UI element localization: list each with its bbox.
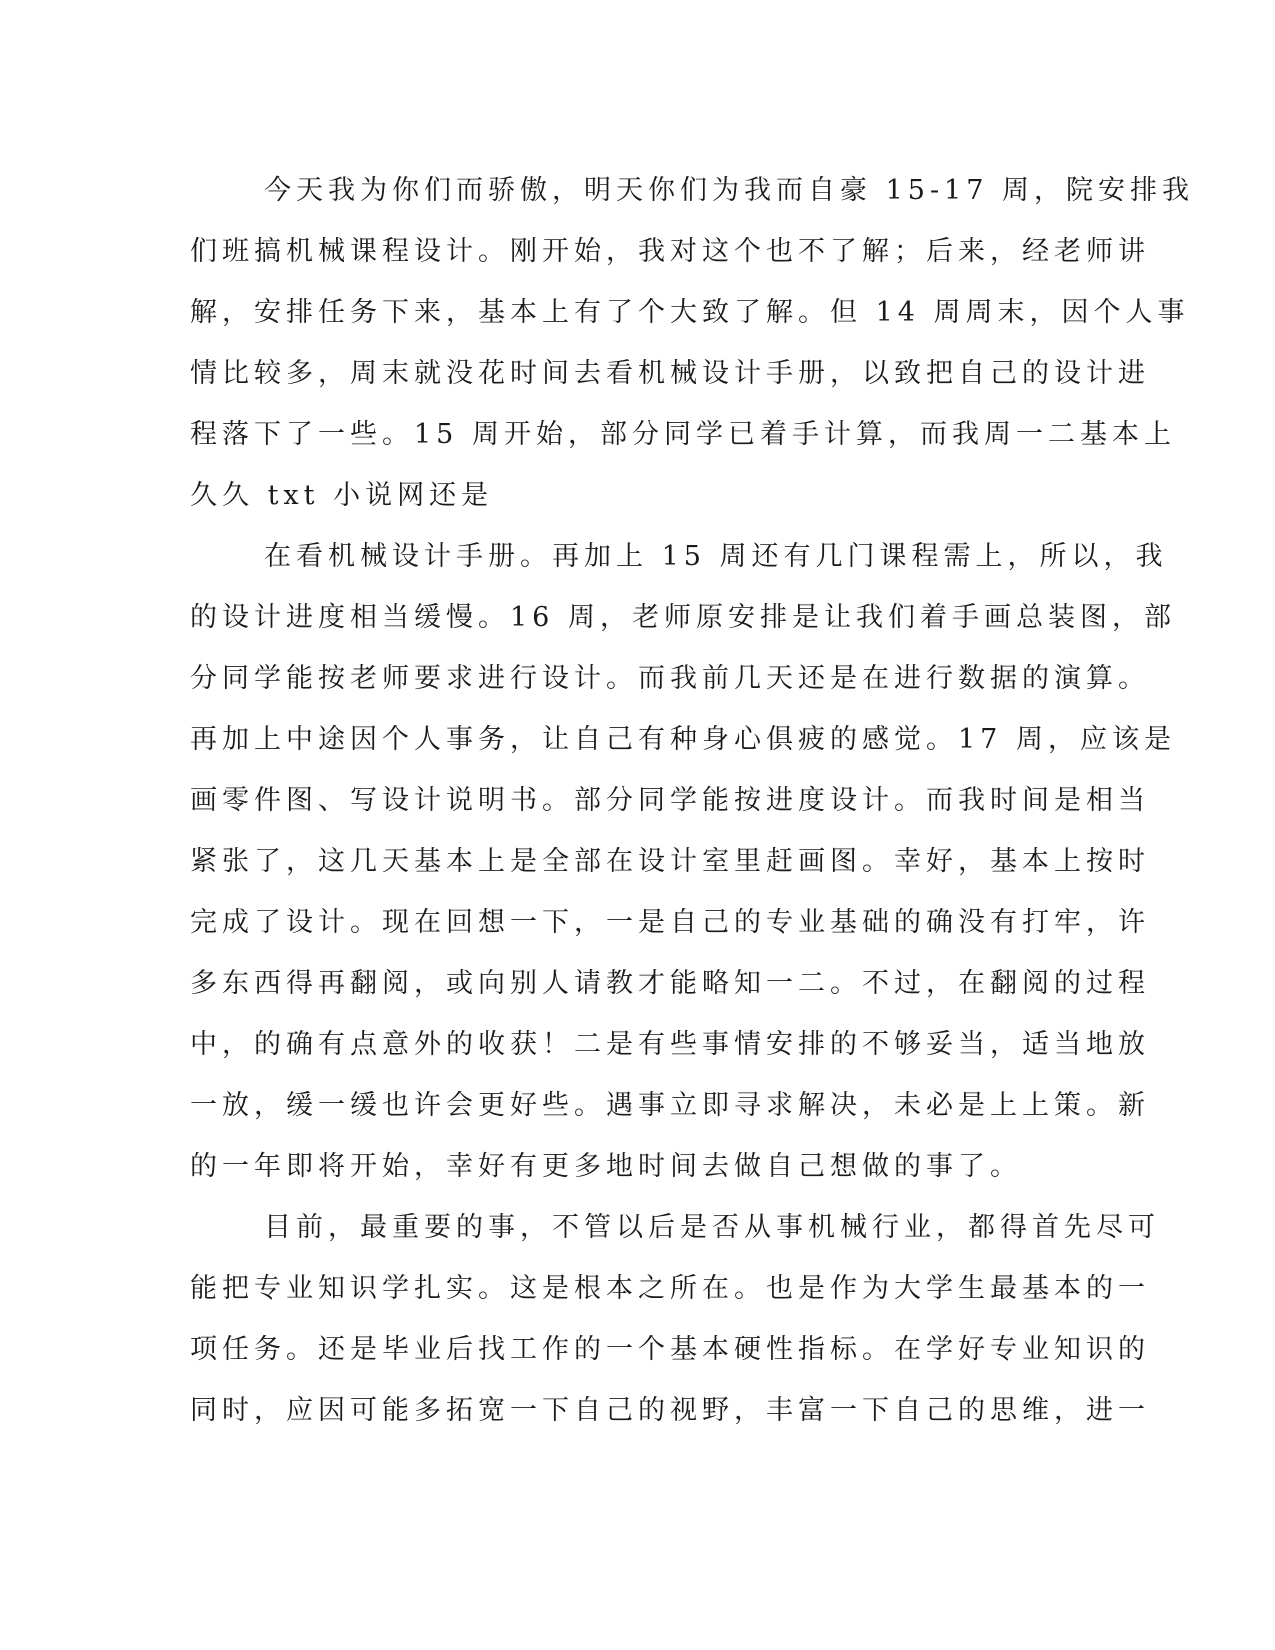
paragraph-line: 久久 txt 小说网还是 — [190, 480, 494, 511]
paragraph-line: 情比较多，周末就没花时间去看机械设计手册，以致把自己的设计进 — [190, 358, 1150, 389]
paragraph-line: 的一年即将开始，幸好有更多地时间去做自己想做的事了。 — [190, 1151, 1022, 1182]
paragraph-line: 今天我为你们而骄傲，明天你们为我而自豪 15-17 周，院安排我 — [264, 175, 1194, 206]
paragraph-3 — [190, 1197, 1160, 1441]
paragraph-line: 分同学能按老师要求进行设计。而我前几天还是在进行数据的演算。 — [190, 663, 1150, 694]
paragraph-line: 一放，缓一缓也许会更好些。遇事立即寻求解决，未必是上上策。新 — [190, 1090, 1150, 1121]
paragraph-line: 的设计进度相当缓慢。16 周，老师原安排是让我们着手画总装图，部 — [190, 602, 1176, 633]
document-body — [190, 160, 1194, 1441]
paragraph-line: 紧张了，这几天基本上是全部在设计室里赶画图。幸好，基本上按时 — [190, 846, 1150, 877]
paragraph-1 — [190, 160, 1194, 526]
paragraph-line: 们班搞机械课程设计。刚开始，我对这个也不了解；后来，经老师讲 — [190, 236, 1150, 267]
paragraph-line: 在看机械设计手册。再加上 15 周还有几门课程需上，所以，我 — [264, 541, 1168, 572]
paragraph-line: 同时，应因可能多拓宽一下自己的视野，丰富一下自己的思维，进一 — [190, 1395, 1150, 1426]
paragraph-line: 中，的确有点意外的收获！二是有些事情安排的不够妥当，适当地放 — [190, 1029, 1150, 1060]
paragraph-line: 能把专业知识学扎实。这是根本之所在。也是作为大学生最基本的一 — [190, 1273, 1150, 1304]
paragraph-line: 程落下了一些。15 周开始，部分同学已着手计算，而我周一二基本上 — [190, 419, 1176, 450]
paragraph-line: 项任务。还是毕业后找工作的一个基本硬性指标。在学好专业知识的 — [190, 1334, 1150, 1365]
paragraph-line: 再加上中途因个人事务，让自己有种身心俱疲的感觉。17 周，应该是 — [190, 724, 1176, 755]
paragraph-2 — [190, 526, 1176, 1197]
paragraph-line: 解，安排任务下来，基本上有了个大致了解。但 14 周周末，因个人事 — [190, 297, 1190, 328]
paragraph-line: 多东西得再翻阅，或向别人请教才能略知一二。不过，在翻阅的过程 — [190, 968, 1150, 999]
paragraph-line: 目前，最重要的事，不管以后是否从事机械行业，都得首先尽可 — [264, 1212, 1160, 1243]
paragraph-line: 完成了设计。现在回想一下，一是自己的专业基础的确没有打牢，许 — [190, 907, 1150, 938]
paragraph-line: 画零件图、写设计说明书。部分同学能按进度设计。而我时间是相当 — [190, 785, 1150, 816]
